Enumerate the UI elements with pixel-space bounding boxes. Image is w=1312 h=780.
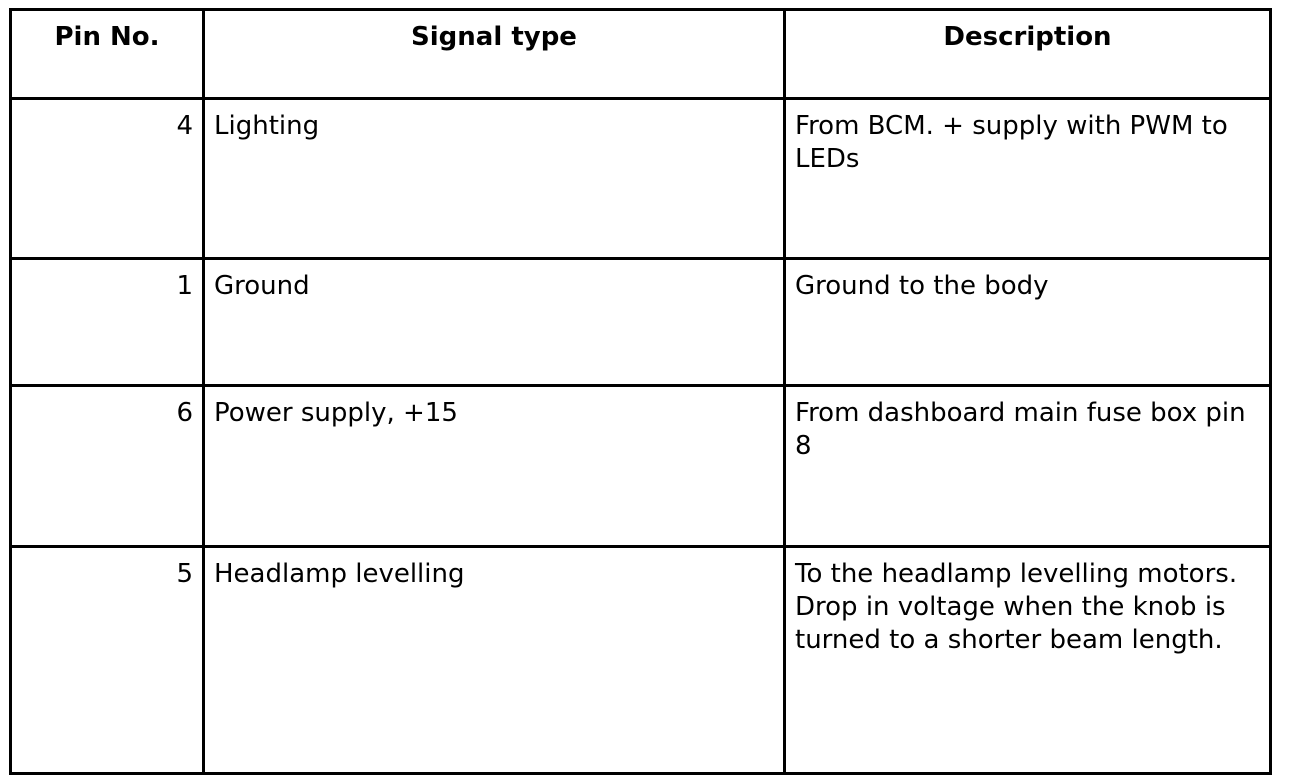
description-text: From BCM. + supply with PWM to LEDs bbox=[795, 111, 1228, 174]
signal-type: Power supply, +15 bbox=[214, 398, 458, 428]
signal-type: Lighting bbox=[214, 111, 320, 141]
description-text: Ground to the body bbox=[795, 271, 1049, 301]
header-row bbox=[11, 10, 1271, 99]
signal-cell bbox=[204, 259, 785, 386]
header-description bbox=[785, 10, 1271, 99]
header-pin-no-label: Pin No. bbox=[54, 22, 160, 52]
signal-type: Ground bbox=[214, 271, 310, 301]
table-row bbox=[11, 99, 1271, 259]
table-header bbox=[11, 10, 1271, 99]
table-row bbox=[11, 386, 1271, 547]
description-text: From dashboard main fuse box pin 8 bbox=[795, 398, 1246, 461]
header-signal-type bbox=[204, 10, 785, 99]
pin-number: 1 bbox=[176, 271, 193, 301]
description-cell bbox=[785, 99, 1271, 259]
header-signal-type-label: Signal type bbox=[411, 22, 577, 52]
pin-number: 6 bbox=[176, 398, 193, 428]
pin-cell bbox=[11, 547, 204, 774]
pin-cell bbox=[11, 259, 204, 386]
pin-cell bbox=[11, 99, 204, 259]
description-text: To the headlamp levelling motors. Drop in voltage when the knob is turned to a shorter beam length. bbox=[795, 559, 1238, 655]
pin-number: 5 bbox=[176, 559, 193, 589]
table-body bbox=[11, 99, 1271, 774]
table-row bbox=[11, 259, 1271, 386]
pin-table bbox=[9, 8, 1272, 775]
description-cell bbox=[785, 547, 1271, 774]
pin-number: 4 bbox=[176, 111, 193, 141]
table-row bbox=[11, 547, 1271, 774]
signal-cell bbox=[204, 386, 785, 547]
pin-cell bbox=[11, 386, 204, 547]
header-pin-no bbox=[11, 10, 204, 99]
description-cell bbox=[785, 259, 1271, 386]
signal-cell bbox=[204, 99, 785, 259]
signal-cell bbox=[204, 547, 785, 774]
description-cell bbox=[785, 386, 1271, 547]
header-description-label: Description bbox=[943, 22, 1112, 52]
signal-type: Headlamp levelling bbox=[214, 559, 465, 589]
